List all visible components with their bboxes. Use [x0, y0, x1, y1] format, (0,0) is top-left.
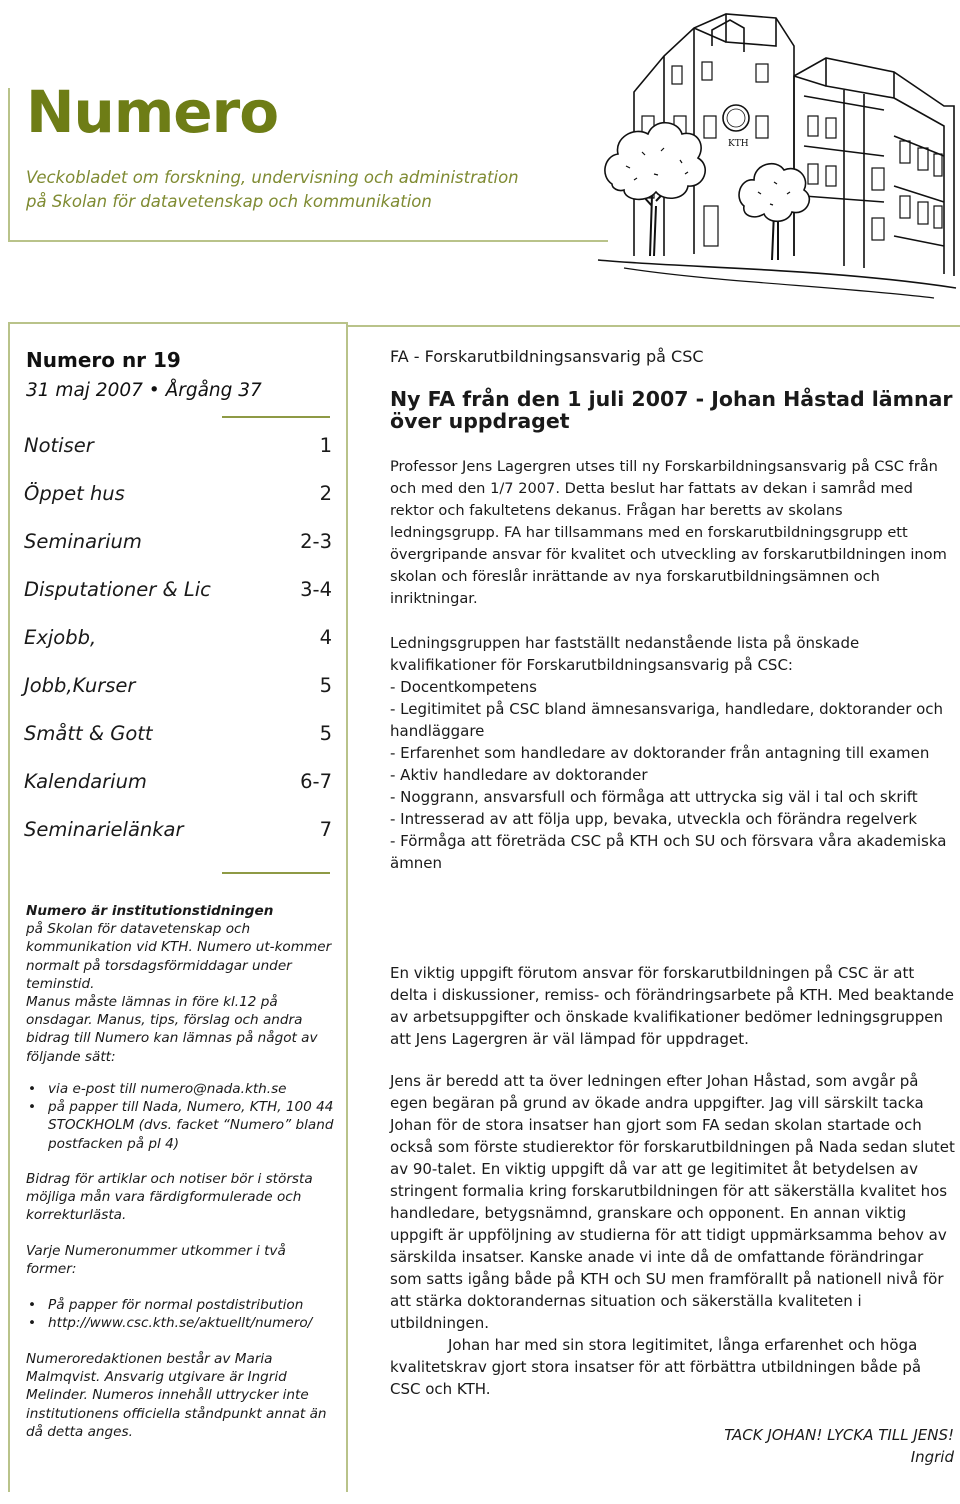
toc-bottom-rule — [222, 872, 330, 874]
deadline-note: Manus måste lämnas in före kl.12 på onsdagar. — [26, 994, 278, 1029]
toc-label: Seminarielänkar — [24, 818, 184, 841]
masthead-subtitle-line1: Veckobladet om forskning, undervisning och administration — [26, 168, 519, 187]
kth-building-illustration — [594, 6, 960, 302]
toc-label: Notiser — [24, 434, 94, 457]
qualification-item: - Aktiv handledare av doktorander — [390, 766, 648, 784]
contribution-email[interactable]: • via e-post till numero@nada.kth.se — [26, 1080, 336, 1098]
masthead-title: Numero — [26, 78, 279, 146]
toc-label: Kalendarium — [24, 770, 147, 793]
about-numero-lead: Numero är institutionstidningen — [26, 903, 274, 919]
article-signoff — [600, 1424, 954, 1468]
issue-date: 31 maj 2007 — [26, 380, 143, 401]
distribution-forms — [26, 1296, 336, 1332]
form-paper: • På papper för normal postdistribution — [26, 1296, 336, 1314]
qualification-item: - Erfarenhet som handledare av doktorander från antagning till examen — [390, 744, 930, 762]
editorial-info: Numeroredaktionen består av Maria Malmqvist. Ansvarig utgivare är Ingrid Melinder. Numeros innehåll uttrycker inte institutionens officiella ståndpunkt annat än då detta anges. — [26, 1351, 327, 1440]
forms-intro: Varje Numeronummer utkommer i två former: — [26, 1243, 286, 1278]
column-divider — [346, 322, 348, 1492]
contribution-note: Bidrag för artiklar och notiser bör i största möjliga mån vara färdigformulerade och korrekturlästa. — [26, 1171, 313, 1224]
contribution-intro: Manus, tips, förslag och andra bidrag till Numero kan lämnas på något av följande sätt: — [26, 1012, 318, 1065]
toc-page: 5 — [319, 722, 332, 745]
contribution-ways — [26, 1080, 336, 1153]
toc-label: Disputationer & Lic — [24, 578, 211, 601]
toc-label: Jobb,Kurser — [24, 674, 136, 697]
qualification-item: - Intresserad av att följa upp, bevaka, utveckla och förändra regelverk — [390, 810, 918, 828]
sidebar-left-rule — [8, 322, 10, 1492]
qualification-item: - Förmåga att företräda CSC på KTH och SU och försvara våra akademiska ämnen — [390, 832, 947, 872]
toc-label: Smått & Gott — [24, 722, 153, 745]
masthead-subtitle-line2: på Skolan för datavetenskap och kommunikation — [26, 192, 432, 211]
qualification-item: - Noggrann, ansvarsfull och förmåga att uttrycka sig väl i tal och skrift — [390, 788, 918, 806]
article-headline: Ny FA från den 1 juli 2007 - Johan Håstad lämnar över uppdraget — [390, 387, 953, 433]
toc-page: 1 — [319, 434, 332, 457]
sidebar-top-rule — [8, 322, 348, 324]
article-paragraph — [390, 1334, 956, 1400]
article-final-paragraph: Johan har med sin stora legitimitet, långa erfarenhet och höga kvalitetskrav gjort stora insatser för att förbättra utbildningen både på CSC och KTH. — [390, 1336, 922, 1398]
toc-top-rule — [222, 416, 330, 418]
about-numero — [26, 902, 336, 1066]
article-lead: Professor Jens Lagergren utses till ny Forskarbildningsansvarig på CSC från och med den 1/7 2007. Detta beslut har fattats av dekan i samråd med rektor och fakultetens dekanus. Frågan har beretts av skolans ledningsgrupp. FA har tillsammans med en forskarutbildningsgrupp ett övergripande ansvar för kvalitet och utveckling av forskarutbildningen inom skolan och föreslår inrättande av nya forskarutbildningsämnen och inriktningar. — [390, 458, 947, 607]
issue-number: Numero nr 19 — [26, 348, 181, 372]
qualifications-intro: Ledningsgruppen har fastställt nedanstående lista på önskade kvalifikationer för Forskarutbildningsansvarig på CSC: — [390, 634, 860, 674]
toc-label: Exjobb, — [24, 626, 97, 649]
issue-volume: Årgång 37 — [165, 380, 262, 401]
signature: Ingrid — [910, 1448, 954, 1466]
qualifications-section — [390, 632, 956, 874]
toc-page: 5 — [319, 674, 332, 697]
toc-page: 3-4 — [300, 578, 332, 601]
toc-page: 7 — [319, 818, 332, 841]
toc-label: Seminarium — [24, 530, 142, 553]
article-closing — [390, 1070, 956, 1400]
article-paragraph: Jens är beredd att ta över ledningen efter Johan Håstad, som avgår på egen begäran på grund av ökade andra uppgifter. Jag vill särskilt tacka Johan för de stora insatser han gjort som FA sedan skolan startade och också som förste studierektor för forskarutbildningen på Nada sedan slutet av 90-talet. En viktig uppgift då var att ge legitimitet åt betydelsen av stringent formalia kring forskarutbildningen för att säkerställa kvalitet hos handledare, betygsnämnd, granskare och opponent. En annan viktig uppgift är uppföljning av studierna för att tidigt uppmärksamma behov av särskilda insatser. Kanske anade vi inte då de omfattande förändringar som satts igång både på KTH och SU men framförallt på nationell nivå för att stärka doktorandernas situation och säkerställa kvaliteten i utbildningen. — [390, 1072, 955, 1332]
article-paragraph: En viktig uppgift förutom ansvar för forskarutbildningen på CSC är att delta i diskussioner, remiss- och förändringsarbete på KTH. Med beaktande av arbetsuppgifter och önskade kvalifikationer bedömer ledningsgruppen att Jens Lagergren är väl lämpad för uppdraget. — [390, 964, 954, 1048]
toc-page: 2 — [319, 482, 332, 505]
about-numero-body: på Skolan för datavetenskap och kommunikation vid KTH. Numero ut-kommer normalt på torsdagsförmiddagar under teminstid. — [26, 921, 332, 992]
masthead-left-rule — [8, 88, 10, 242]
kth-seal-text: KTH — [728, 139, 749, 149]
toc-page: 6-7 — [300, 770, 332, 793]
qualification-item: - Legitimitet på CSC bland ämnesansvariga, handledare, doktorander och handläggare — [390, 700, 944, 740]
contribution-paper: • på papper till Nada, Numero, KTH, 100 44 STOCKHOLM (dvs. facket “Numero” bland postfacken på pl 4) — [26, 1098, 336, 1153]
toc-page: 4 — [319, 626, 332, 649]
form-web-link[interactable]: • http://www.csc.kth.se/aktuellt/numero/ — [26, 1314, 336, 1332]
qualification-item: - Docentkompetens — [390, 678, 537, 696]
thanks-line: TACK JOHAN! LYCKA TILL JENS! — [724, 1426, 954, 1444]
toc-page: 2-3 — [300, 530, 332, 553]
main-top-rule — [346, 325, 960, 327]
article-kicker: FA - Forskarutbildningsansvarig på CSC — [390, 347, 704, 366]
toc-label: Öppet hus — [24, 482, 125, 505]
masthead-bottom-rule — [8, 240, 608, 242]
bullet-separator: • — [148, 380, 160, 401]
issue-date-line — [26, 380, 262, 401]
